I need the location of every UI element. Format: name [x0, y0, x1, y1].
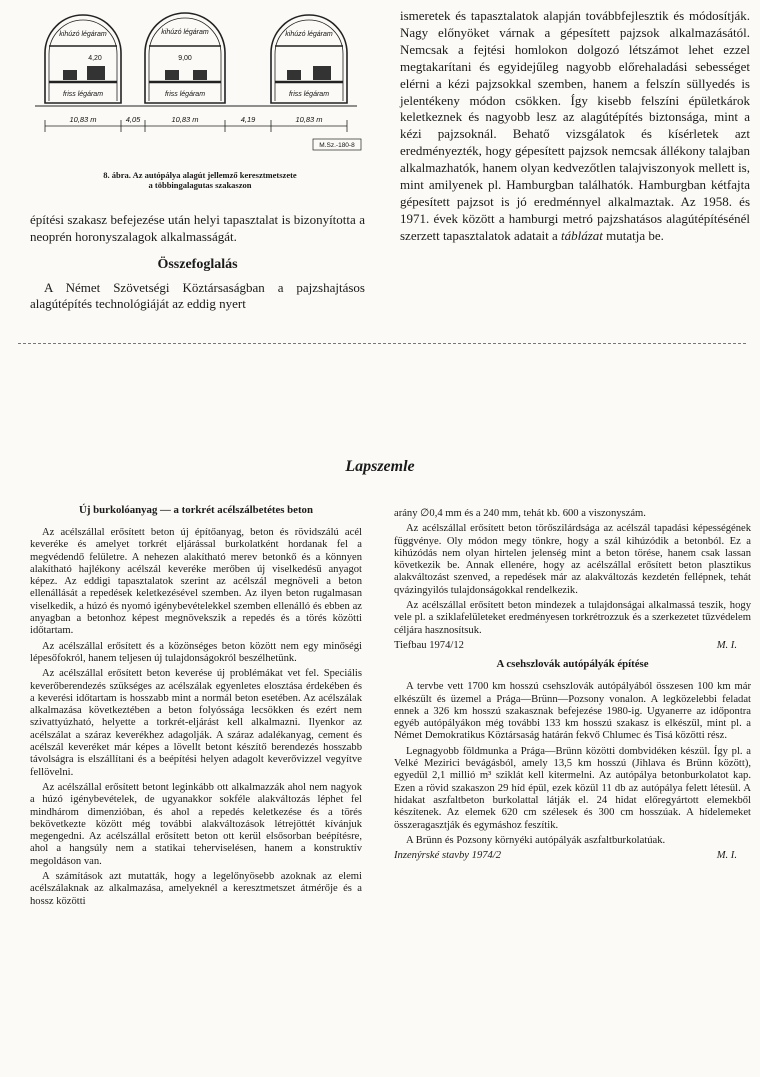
article-2-source: Inzenýrské stavby 1974/2	[394, 850, 502, 862]
article-1-source: Tiefbau 1974/12	[394, 639, 464, 651]
article-1-cont-para: Az acélszállal erősített beton törőszilárdsága az acélszál tapadási képességének függvénye. Oly módon megy tönkre, hogy a szál kihúzódik a betonból. Ez a kihúzódás nem olyan hirtelen jelenség mint a beton törése, hanem csak lassan következik be. Annak ellenére, hogy az acélszállal erősített beton plasztikus alakváltozást szenved, a repedések már az alakváltozás kezdetén fellépnek, tehát qvázingyilós tulajdonságokkal rendelkezik.	[394, 523, 751, 596]
upper-left-p1: építési szakasz befejezése után helyi tapasztalat is bizonyította a neoprén horonyszalagok alkalmasságát.	[30, 212, 365, 244]
right-column	[394, 508, 751, 868]
summary-heading: Összefoglalás	[157, 257, 238, 272]
article-1-cont-para: arány ∅0,4 mm és a 240 mm, tehát kb. 600 a viszonyszám.	[394, 508, 646, 519]
article-1-author: M. I.	[716, 639, 737, 651]
article-1-title: Új burkolóanyag — a torkrét acélszálbetétes beton	[79, 504, 313, 516]
upper-right-text: ismeretek és tapasztalatok alapján továbbfejlesztik és módosítják. Nagy előnyöket várnak a gépesített pajzsok alkalmazásától. Nemcsak a fejtési homlokon dolgozó létszámot lehet ezzel megtakarítani és egyidejűleg nagyobb előrehaladási sebességet elérni a kézi pajzsokkal szemben, hanem a felszín süllyedés is jelentékeny módon csökken. Így kisebb felszíni épületkárok keletkeznek és nagyobb lesz az alagútépítés biztonsága, mint a kézi pajzsoknál. Behatő vizsgálatok és kísérletek azt eredményezték, hogy gépesített pajzsok nemcsak állékony talajban alkalmazhatók, hanem olyan kedvezőtlen talajviszonyok mellett is, mint amilyenek pl. Hamburgban találhatók. Hamburgban kétfajta gépesített pajzsot is jó eredménnyel alkalmaztak. Az 1958. és 1971. évek között a hamburgi metró pajzshatásos alagútépítésénél szerzett tapasztalatok adatait a	[400, 8, 750, 243]
article-1-para: Az acélszállal erősített beton új építőanyag, beton és rövidszálú acél keveréke és amelyet torkrét eljárással burkolatként hordanak fel a megvédendő felületre. A nehezen alakítható merev betonkő és a könnyen alakítható hajlékony acélszál keveréke merőben új viselkedésű anyagot képez. Az eddigi tapasztalatok szerint az acélszál megnöveli a beton ellenállását a repedések keletkezésével szemben. Az ilyen beton rugalmasan viselkedik, a húzó és nyomó igénybevételekkel szemben ellenálló és ebben az anyagban a betonhoz képest megnövekszik a repedés és a törés közötti időtartam.	[30, 527, 362, 637]
upper-right-column	[400, 8, 750, 245]
article-1-cont-para: Az acélszállal erősített beton mindezek a tulajdonságai alkalmassá teszik, hogy vele pl. a sziklafelületeket eredményesen torkrétrozzuk és a szerkezetet tűzvédelem céljára hasznosítsuk.	[394, 600, 751, 636]
figure-caption	[40, 170, 360, 190]
article-2-para: A Brünn és Pozsony környéki autópályák aszfaltburkolatúak.	[406, 834, 666, 846]
tunnel-1-top-label: kihúzó légáram	[59, 31, 107, 38]
tunnel-1-dim: 4,20	[88, 55, 102, 62]
caption-line-2: a többingalagutas szakaszon	[148, 180, 252, 190]
tunnel-3-bottom-label: friss légáram	[288, 91, 330, 98]
caption-line-1: 8. ábra. Az autópálya alagút jellemző keresztmetszete	[103, 170, 297, 180]
article-2-title: A csehszlovák autópályák építése	[496, 658, 649, 671]
tunnel-1-bottom-label: friss légáram	[62, 91, 104, 98]
article-1-para: A számítások azt mutatták, hogy a legelőnyösebb azoknak az elemi acélszálaknak az alkalmazása, amelyeknél a keresztmetszet átmérője és a hossz közötti	[30, 871, 362, 907]
section-title: Lapszemle	[345, 458, 415, 475]
tunnel-diagram	[35, 8, 365, 158]
tunnel-3-top-label: kihúzó légáram	[285, 31, 333, 38]
figure-code: M.Sz.-180-8	[319, 142, 355, 149]
section-divider	[18, 343, 746, 344]
upper-left-p2: A Német Szövetségi Köztársaságban a pajzshajtásos alagútépítés technológiáját az eddig nyert	[30, 279, 365, 311]
width-2: 4,05	[125, 115, 141, 124]
article-1-para: Az acélszállal erősített betont leginkább ott alkalmazzák ahol nem nagyok a húzó igénybevételek, de ugyanakkor sokféle alakváltozás léphet fel mindhárom dimenzióban, és ahol a repedés keletkezése és a törés bekövetkezte között még további alakváltozások létrejöttét kívánjuk megengedni. Az acélszállal erősített beton ott kerül elsősorban beépítésre, ahol a hangsúly nem a statikai teherviselésen, hanem a konstruktív megoldáson van.	[30, 781, 362, 867]
width-1: 10,83 m	[69, 115, 97, 124]
width-5: 10,83 m	[295, 115, 323, 124]
tunnel-cross-section-figure	[35, 8, 365, 158]
upper-left-column	[30, 212, 365, 313]
article-1-para: Az acélszállal erősített és a közönséges beton között nem egy minőségi lépesőfokról, hanem teljesen új tulajdonságokról beszélhetünk.	[30, 640, 362, 664]
article-1-signature	[394, 640, 751, 652]
width-3: 10,83 m	[171, 115, 199, 124]
table-reference: táblázat	[560, 227, 603, 243]
article-2-signature	[394, 850, 751, 862]
width-4: 4,19	[240, 115, 256, 124]
tunnel-2-bottom-label: friss légáram	[164, 91, 206, 98]
left-column	[30, 504, 362, 911]
article-2-para: A tervbe vett 1700 km hosszú csehszlovák autópályából összesen 100 km már elkészült és üzemel a Prága—Brünn—Pozsony vonalon. A legközelebbi feladat ennek a 326 km hosszú szakasznak befejezése 1980-ig. Ugyanerre az időpontra egyéb autópályákon még további 133 km hosszú szakasz is elkészül, mint pl. a Német Demokratikus Köztársaság határán fekvő Chlumec és Tisá közötti rész.	[394, 681, 751, 742]
tunnel-2-top-label: kihúzó légáram	[161, 29, 209, 36]
upper-right-p1	[400, 8, 750, 245]
upper-right-end: mutatja be.	[606, 227, 664, 243]
article-1-para: Az acélszállal erősített beton keverése új problémákat vet fel. Speciális keverőberendezés szükséges az acélszálak egyenletes elosztása érdekében és a keverési időtartam is hosszabb mint a normál beton esetében. Az acélszálak alkalmazása következtében a beton folyóssága lecsökken és ezért nem szivattyúzható, helyette a torkrét-eljárást kell alkalmazni. Ilyenkor az acélszálat a száraz keverékhez adagolják. A száraz adalékanyag, cement és acélszál keveréket már képes a lövellt betont készítő berendezés hosszabb távolságra is elszállítani és a beépítési helyen adagolt keverővizzel vegyítve fellövelni.	[30, 668, 362, 778]
article-2-author: M. I.	[716, 850, 737, 862]
article-2-para: Legnagyobb földmunka a Prága—Brünn közötti dombvidéken készül. Így pl. a Velké Mezirici bevágásból, amely 13,5 km hosszú (Jihlava és Brünn között), egyedül 2,1 millió m³ sziklát kell kitermelni. Az autópálya betonburkolatot kap. Ezen a rövid szakaszon 29 híd épül, ezek közül 11 db az autópálya felett létesül. A hidakat aszfaltbeton burkolattal látják el. 24 hidat előregyártott elemekből készítenek. Az elemek 620 cm szélesek és 300 cm hosszúak. A hídelemeket összeragasztják és egymáshoz feszítik.	[394, 745, 751, 831]
tunnel-2-dim: 9,00	[178, 55, 192, 62]
